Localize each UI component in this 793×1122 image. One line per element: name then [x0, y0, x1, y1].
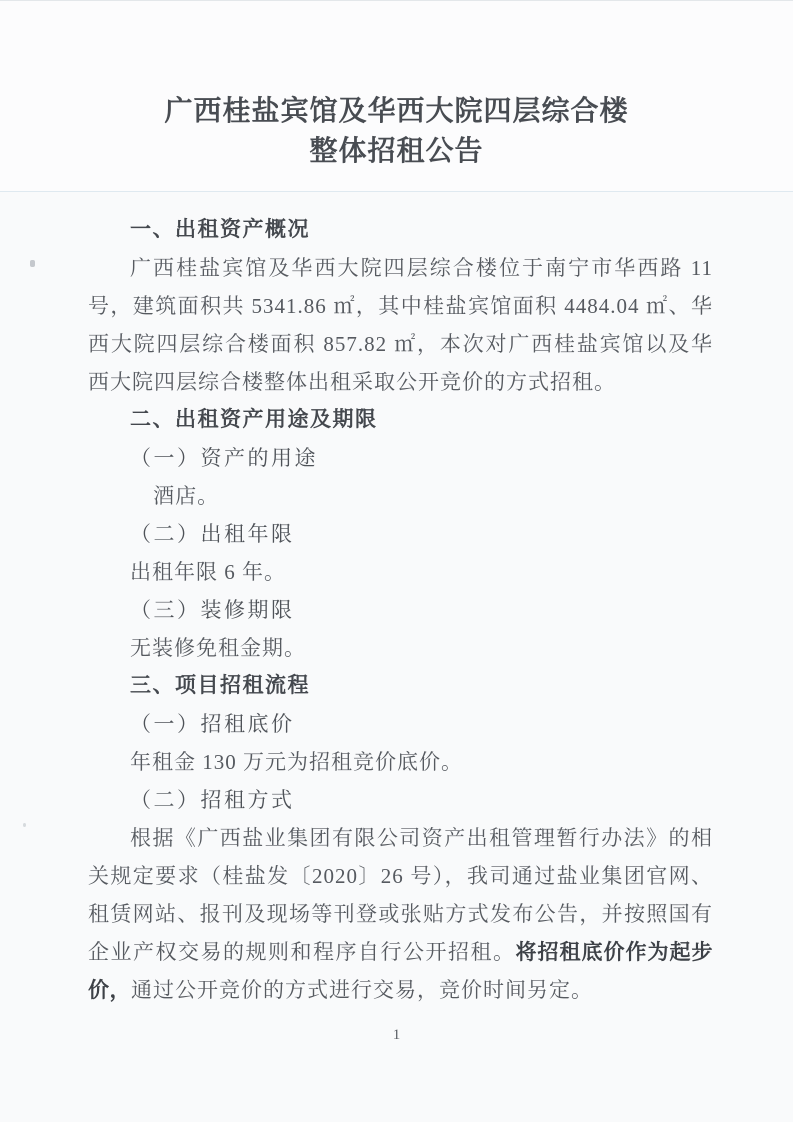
document-title-line-1: 广西桂盐宾馆及华西大院四层综合楼 — [164, 95, 629, 126]
body-renovation-period: 无装修免租金期。 — [130, 636, 306, 660]
document-body — [0, 211, 793, 1009]
section-heading-2: 二、出租资产用途及期限 — [130, 408, 378, 431]
subheading-lease-term: （二）出租年限 — [130, 522, 295, 546]
document-title — [0, 1, 793, 171]
body-asset-use: 酒店。 — [153, 484, 220, 508]
subheading-rental-method: （二）招租方式 — [130, 788, 295, 812]
rental-method-text-before: 根据《广西盐业集团有限公司资产出租管理暂行办法》的相关规定要求（桂盐发〔2020〕26 号），我司通过盐业集团官网、租赁网站、报刊及现场等刊登或张贴方式发布公告，并按照国有企业产权交易的规则和程序自行公开招租。 — [88, 826, 713, 964]
section-1-paragraph: 广西桂盐宾馆及华西大院四层综合楼位于南宁市华西路 11 号，建筑面积共 5341.86 ㎡，其中桂盐宾馆面积 4484.04 ㎡、华西大院四层综合楼面积 857.82 ㎡，本次对广西桂盐宾馆以及华西大院四层综合楼整体出租采取公开竞价的方式招租。 — [88, 256, 713, 394]
scan-seam-line — [0, 191, 793, 192]
subheading-renovation-period: （三）装修期限 — [130, 598, 295, 622]
page-number: 1 — [392, 1027, 401, 1043]
section-heading-1: 一、出租资产概况 — [130, 218, 310, 241]
rental-method-text-emphasis: 将招租底价作为起步价， — [88, 940, 713, 1002]
subheading-asset-use: （一）资产的用途 — [130, 446, 318, 470]
subheading-base-price: （一）招租底价 — [130, 712, 295, 736]
body-base-price: 年租金 130 万元为招租竞价底价。 — [130, 750, 463, 774]
body-lease-term: 出租年限 6 年。 — [130, 560, 286, 584]
document-title-line-2: 整体招租公告 — [309, 135, 484, 166]
rental-method-text-after: 通过公开竞价的方式进行交易，竞价时间另定。 — [131, 978, 593, 1002]
section-heading-3: 三、项目招租流程 — [130, 674, 310, 697]
rental-method-paragraph — [88, 819, 713, 1009]
